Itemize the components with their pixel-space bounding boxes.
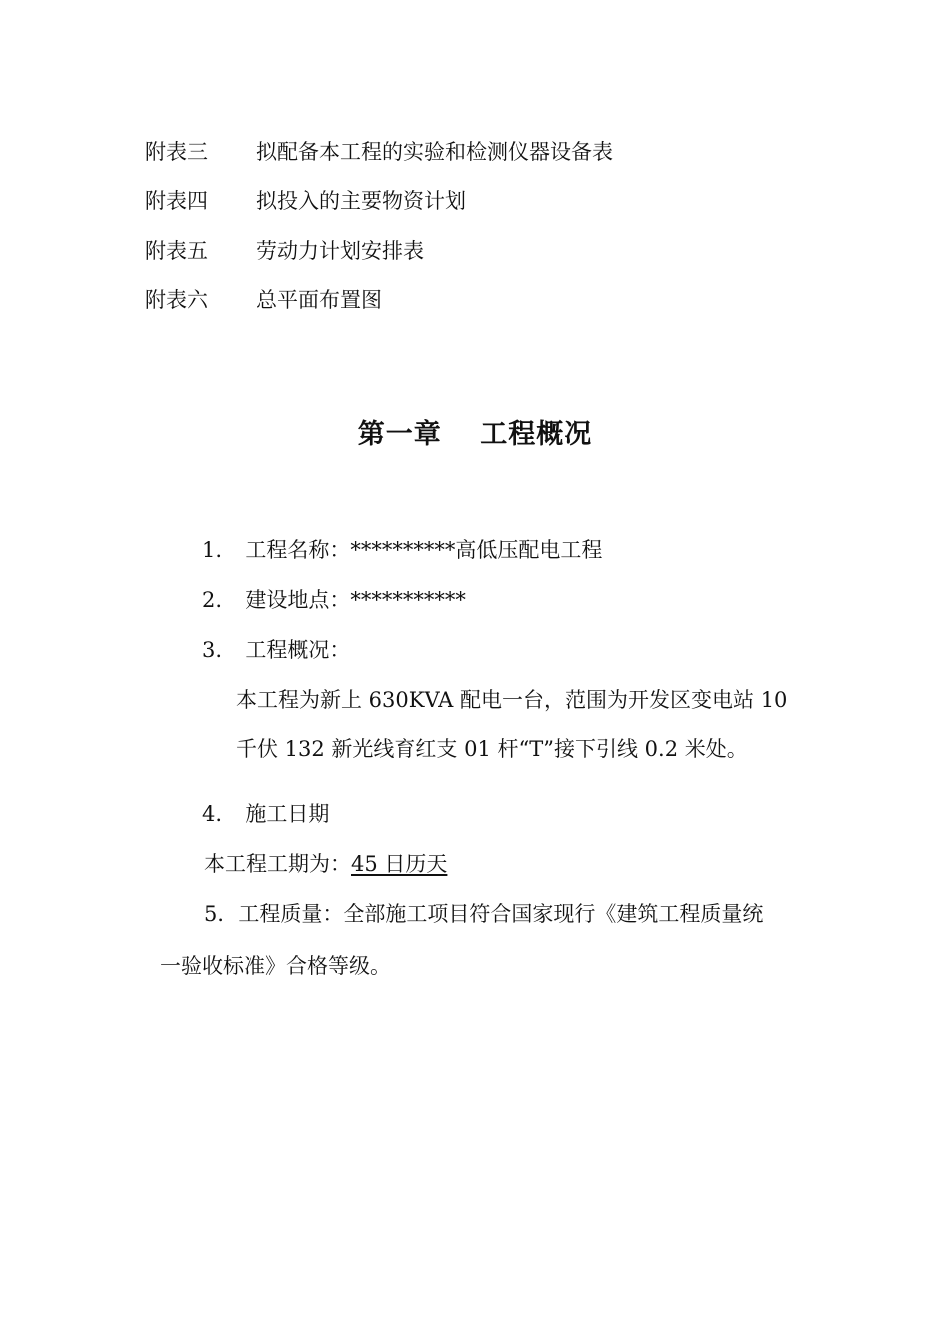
overview-text-line: 本工程为新上 630KVA 配电一台，范围为开发区变电站 10 [236,688,788,712]
item-value: **********高低压配电工程 [350,538,603,562]
appendix-label: 附表六 [145,288,208,312]
construction-period [204,850,447,878]
period-value: 45 日历天 [351,852,448,876]
appendix-label: 附表五 [145,239,208,263]
item-value: *********** [350,588,466,612]
appendix-title: 拟配备本工程的实验和检测仪器设备表 [256,140,613,164]
appendix-title: 劳动力计划安排表 [256,239,424,263]
appendix-label: 附表三 [145,140,208,164]
item-construction-date [202,800,329,828]
item-overview [202,636,350,664]
item-number: 1. [202,538,223,562]
item-number: 4. [202,802,223,826]
item-label: 工程概况： [245,638,351,662]
chapter-title: 第一章 工程概况 [357,419,593,450]
item-label: 工程名称： [245,538,351,562]
quality-text-line: 5．工程质量：全部施工项目符合国家现行《建筑工程质量统 [204,902,764,926]
item-location [202,586,466,614]
appendix-title: 拟投入的主要物资计划 [256,189,466,213]
quality-text-line: 一验收标准》合格等级。 [160,954,391,978]
item-project-name [202,536,602,564]
overview-text-line: 千伏 132 新光线育红支 01 杆“T”接下引线 0.2 米处。 [236,737,748,761]
item-label: 施工日期 [245,802,330,826]
item-number: 3. [202,638,223,662]
period-label: 本工程工期为： [204,852,351,876]
appendix-label: 附表四 [145,189,208,213]
item-label: 建设地点： [245,588,351,612]
item-number: 2. [202,588,223,612]
appendix-title: 总平面布置图 [256,288,382,312]
